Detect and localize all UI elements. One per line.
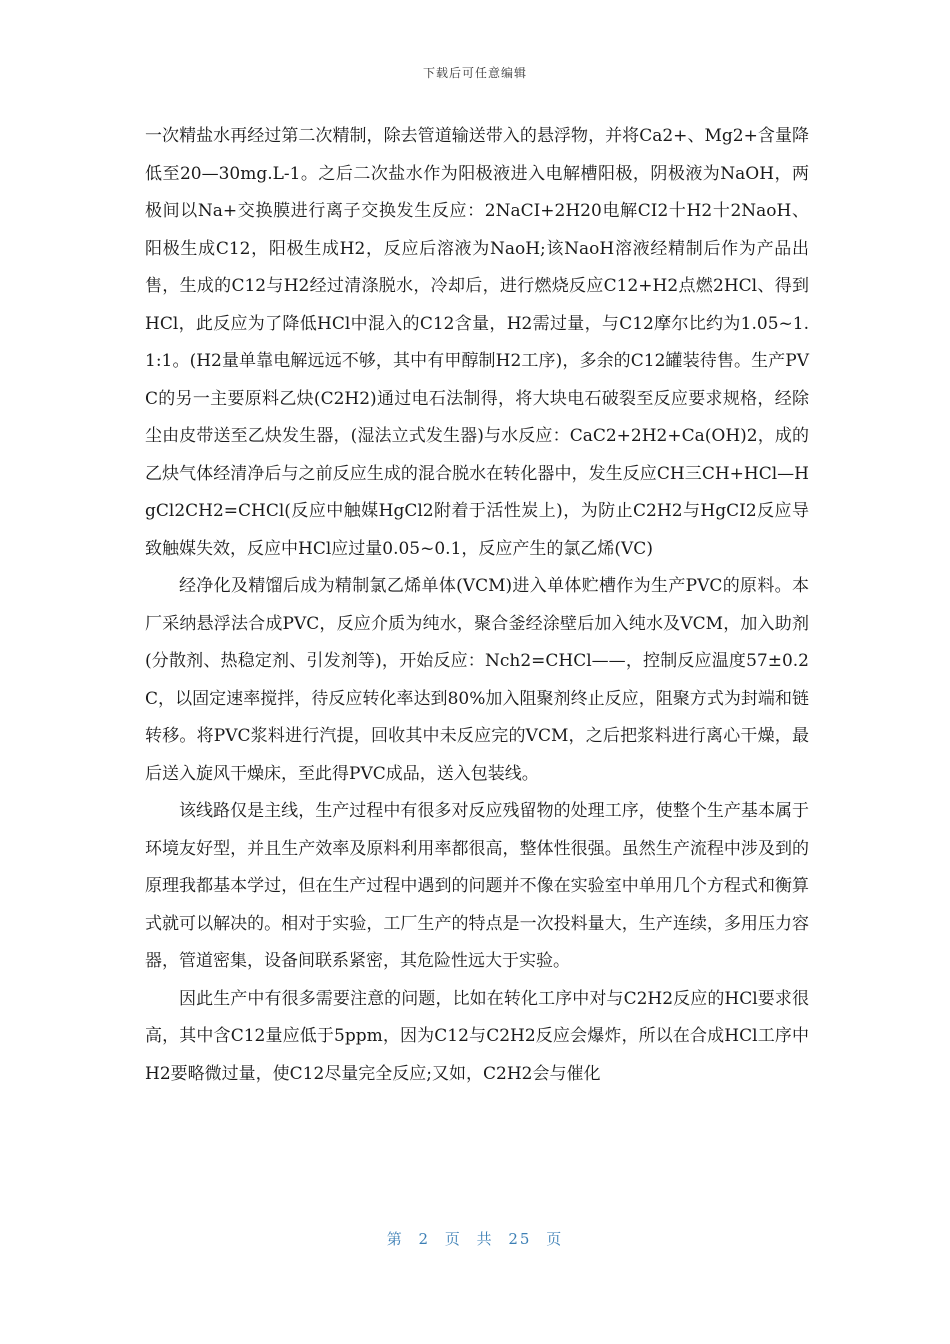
paragraph-1: 一次精盐水再经过第二次精制，除去管道输送带入的悬浮物，并将Ca2+、Mg2+含量降低至20—30mg.L-1。之后二次盐水作为阳极液进入电解槽阳极，阴极液为NaOH，两极间以Na+交换膜进行离子交换发生反应：2NaCI+2H20电解CI2十H2十2NaoH、阳极生成C12，阳极生成H2，反应后溶液为NaoH;该NaoH溶液经精制后作为产品出售，生成的C12与H2经过清涤脱水，冷却后，进行燃烧反应C12+H2点燃2HCl、得到HCl，此反应为了降低HCl中混入的C12含量，H2需过量，与C12摩尔比约为1.05~1.1:1。(H2量单靠电解远远不够，其中有甲醇制H2工序)，多余的C12罐装待售。生产PVC的另一主要原料乙炔(C2H2)通过电石法制得，将大块电石破裂至反应要求规格，经除尘由皮带送至乙炔发生器，(湿法立式发生器)与水反应：CaC2+2H2+Ca(OH)2，成的乙炔气体经清净后与之前反应生成的混合脱水在转化器中，发生反应CH三CH+HCl—HgCl2CH2=CHCl(反应中触媒HgCl2附着于活性炭上)，为防止C2H2与HgCI2反应导致触媒失效，反应中HCl应过量0.05~0.1，反应产生的氯乙烯(VC) bbox=[145, 126, 809, 559]
page-number-footer: 第 2 页 共 25 页 bbox=[386, 1230, 564, 1248]
paragraph-3: 该线路仅是主线，生产过程中有很多对反应残留物的处理工序，使整个生产基本属于环境友好型，并且生产效率及原料利用率都很高，整体性很强。虽然生产流程中涉及到的原理我都基本学过，但在生产过程中遇到的问题并不像在实验室中单用几个方程式和衡算式就可以解决的。相对于实验，工厂生产的特点是一次投料量大，生产连续，多用压力容器，管道密集，设备间联系紧密，其危险性远大于实验。 bbox=[145, 801, 809, 971]
document-body bbox=[145, 118, 809, 1093]
paragraph-2: 经净化及精馏后成为精制氯乙烯单体(VCM)进入单体贮槽作为生产PVC的原料。本厂采纳悬浮法合成PVC，反应介质为纯水，聚合釜经涂壁后加入纯水及VCM，加入助剂(分散剂、热稳定剂、引发剂等)，开始反应：Nch2=CHCl——，控制反应温度57±0.2C，以固定速率搅拌，待反应转化率达到80%加入阻聚剂终止反应，阻聚方式为封端和链转移。将PVC浆料进行汽提，回收其中未反应完的VCM，之后把浆料进行离心干燥，最后送入旋风干燥床，至此得PVC成品，送入包装线。 bbox=[145, 576, 809, 784]
page-header-note: 下载后可任意编辑 bbox=[422, 66, 527, 80]
paragraph-4: 因此生产中有很多需要注意的问题，比如在转化工序中对与C2H2反应的HCl要求很高，其中含C12量应低于5ppm，因为C12与C2H2反应会爆炸，所以在合成HCl工序中H2要略微过量，使C12尽量完全反应;又如，C2H2会与催化 bbox=[145, 988, 809, 1084]
